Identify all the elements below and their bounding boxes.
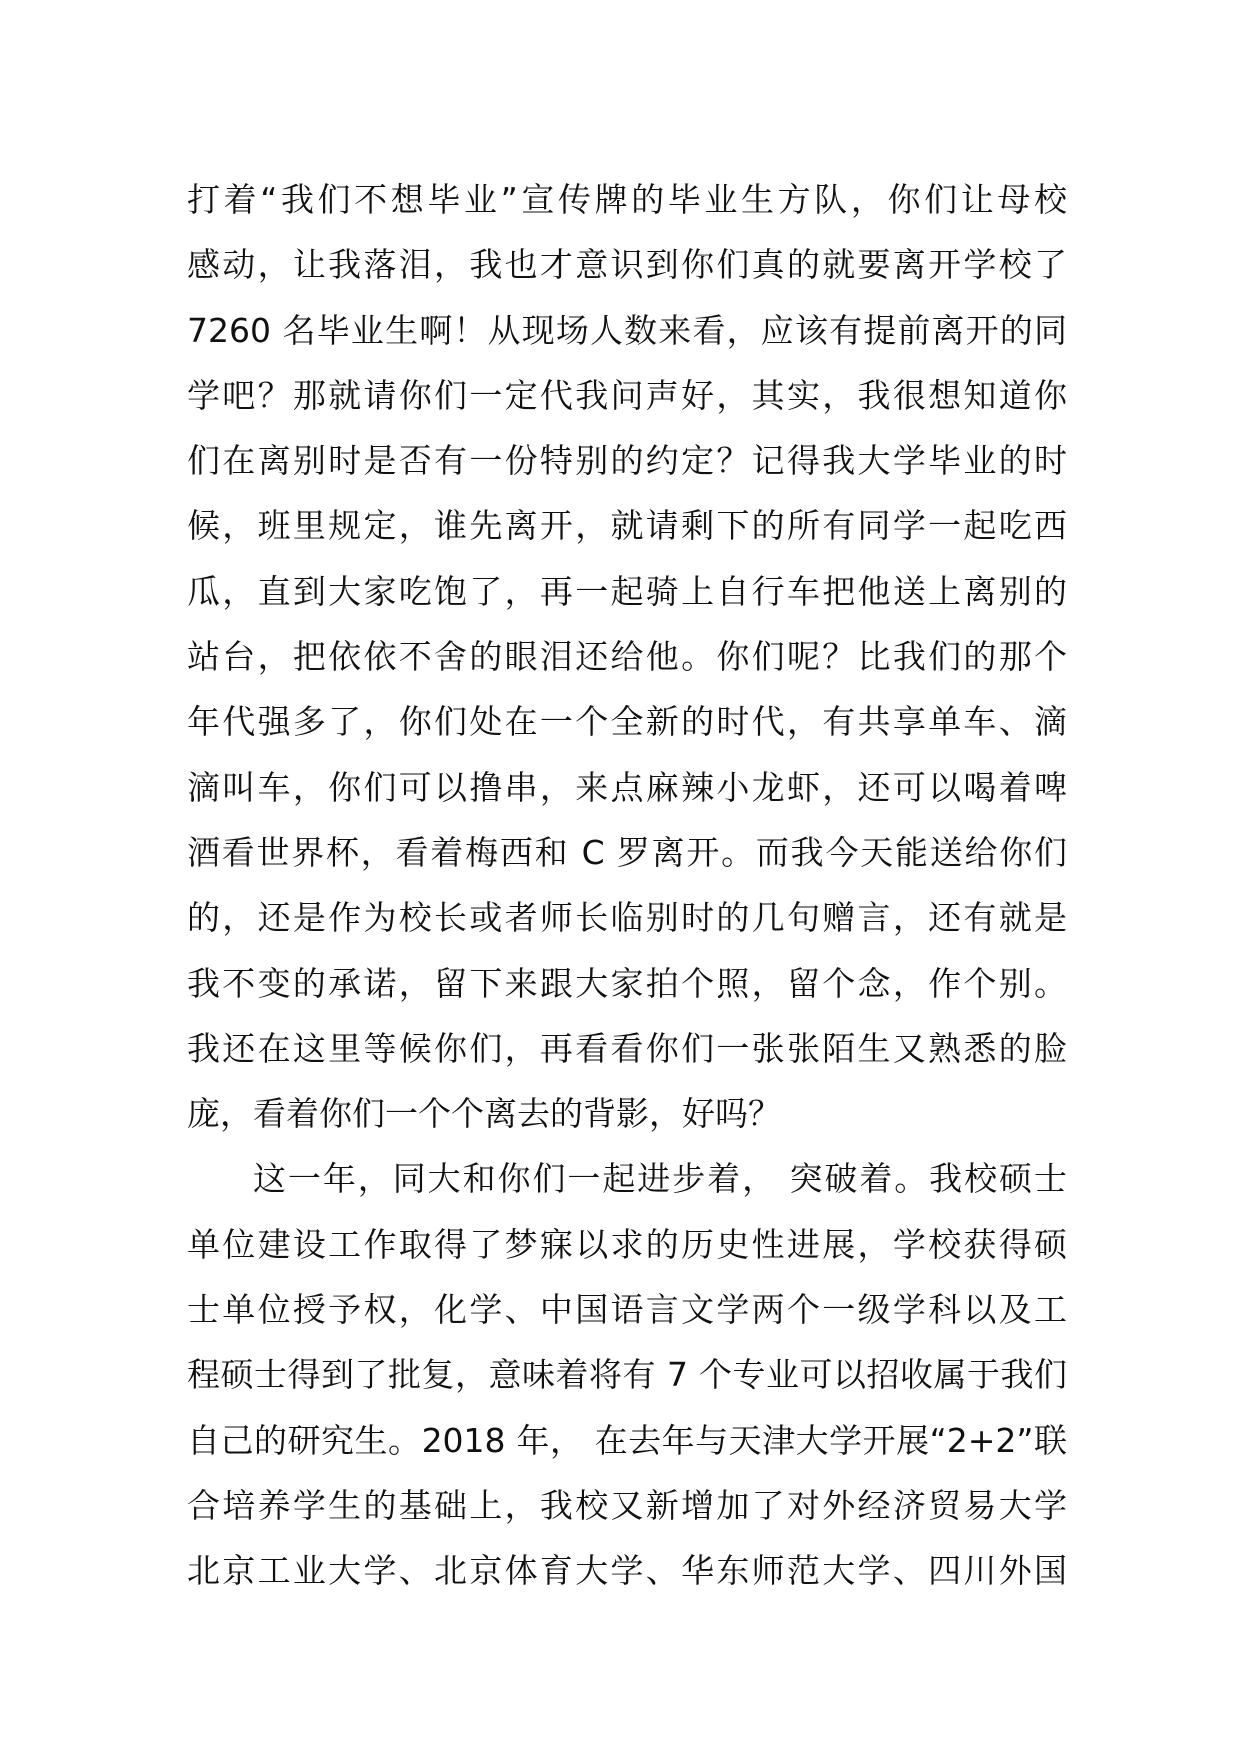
text-line: 我还在这里等候你们，再看看你们一张张陌生又熟悉的脸 — [187, 1028, 1067, 1068]
text-line: 感动，让我落泪，我也才意识到你们真的就要离开学校了 — [187, 245, 1067, 285]
text-line: 滴叫车，你们可以撸串，来点麻辣小龙虾，还可以喝着啤 — [187, 767, 1067, 807]
text-line: 酒看世界杯，看着梅西和 C 罗离开。而我今天能送给你们 — [187, 832, 1067, 872]
text-line: 单位建设工作取得了梦寐以求的历史性进展，学校获得硕 — [187, 1224, 1067, 1264]
paragraph-first-line: 这一年，同大和你们一起进步着， 突破着。我校硕士 — [253, 1159, 1067, 1199]
text-line: 7260 名毕业生啊！从现场人数来看，应该有提前离开的同 — [187, 310, 1067, 350]
text-line: 打着“我们不想毕业”宣传牌的毕业生方队，你们让母校 — [187, 180, 1067, 219]
text-line: 北京工业大学、北京体育大学、华东师范大学、四川外国 — [187, 1551, 1067, 1591]
text-line: 庞，看着你们一个个离去的背影，好吗？ — [187, 1094, 781, 1134]
text-line: 们在离别时是否有一份特别的约定？记得我大学毕业的时 — [187, 441, 1067, 481]
text-line: 程硕士得到了批复，意味着将有 7 个专业可以招收属于我们 — [187, 1355, 1067, 1395]
text-line: 瓜，直到大家吃饱了，再一起骑上自行车把他送上离别的 — [187, 571, 1067, 611]
text-line: 站台，把依依不舍的眼泪还给他。你们呢？比我们的那个 — [187, 637, 1067, 677]
text-line: 的，还是作为校长或者师长临别时的几句赠言，还有就是 — [187, 898, 1067, 938]
text-line: 自己的研究生。2018 年， 在去年与天津大学开展“2+2”联 — [187, 1420, 1067, 1460]
text-line: 我不变的承诺，留下来跟大家拍个照，留个念，作个别。 — [187, 963, 1067, 1003]
body-text — [187, 167, 1067, 1604]
text-line: 学吧？那就请你们一定代我问声好，其实，我很想知道你 — [187, 375, 1067, 415]
text-line: 士单位授予权，化学、中国语言文学两个一级学科以及工 — [187, 1290, 1067, 1330]
text-line: 合培养学生的基础上，我校又新增加了对外经济贸易大学 — [187, 1485, 1067, 1525]
text-line: 候，班里规定，谁先离开，就请剩下的所有同学一起吃西 — [187, 506, 1067, 546]
text-line: 年代强多了，你们处在一个全新的时代，有共享单车、滴 — [187, 702, 1067, 742]
